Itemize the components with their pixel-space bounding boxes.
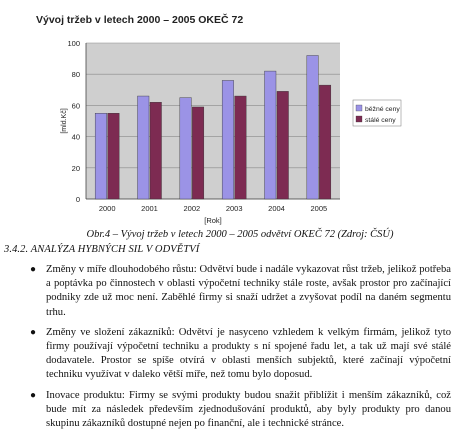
bar-bezne-ceny xyxy=(180,98,192,199)
bar-bezne-ceny xyxy=(222,80,234,199)
y-tick-label: 0 xyxy=(75,195,80,204)
y-tick-label: 40 xyxy=(71,132,80,142)
list-item-text: Změny ve složení zákazníků: Odvětví je nasyceno vzhledem k velkým firmám, jelikož tyto firmy používají výpočetní techniku a produkty s ní spojené řadu let, a tak už mají své stálé dodavatele. Prostor se spíše otvírá v oblasti menších subjektů, které začínají výpočetní techniku využívat v daleko větší míře, než tomu bylo doposud. xyxy=(46,326,451,381)
figure-caption: Obr.4 – Vývoj tržeb v letech 2000 – 2005 odvětví OKEČ 72 (Zdroj: ČSÚ) xyxy=(86,229,394,240)
x-tick-label: 2005 xyxy=(310,204,328,213)
bar-stale-ceny xyxy=(277,91,289,199)
y-tick-label: 20 xyxy=(71,163,80,173)
bar-stale-ceny xyxy=(150,102,162,199)
bar-stale-ceny xyxy=(192,107,204,199)
list-item-text: Změny v míře dlouhodobého růstu: Odvětví bude i nadále vykazovat růst tržeb, jelikož potřeba a poptávka po činnostech v oblasti výpočetní techniky stále roste, avšak prostor pro začínající podniky zde už moc není. Zaběhlé firmy si snaží udržet a zvyšovat podíl na daném segmentu trhu. xyxy=(46,264,451,318)
x-tick-label: 2002 xyxy=(183,204,201,213)
y-tick-label: 80 xyxy=(71,70,80,80)
y-tick-label: 100 xyxy=(67,39,80,48)
list-item xyxy=(0,326,459,383)
legend-swatch xyxy=(356,116,362,122)
y-tick-label: 60 xyxy=(71,101,80,111)
list-item-text: Inovace produktu: Firmy se svými produkty budou snažit přiblížit i menším zákazníků, což bude mít za následek především zjednodušování produktů, aby byly produkty pro danou skupinu zákazníků dostupné nejen po finanční, ale i technické stránce. xyxy=(46,389,451,430)
bar-bezne-ceny xyxy=(307,55,319,199)
bullet-icon: ● xyxy=(30,264,37,275)
legend-label: stálé ceny xyxy=(365,117,396,124)
bullet-icon: ● xyxy=(30,389,37,401)
bullet-list xyxy=(0,263,459,437)
chart-title: Vývoj tržeb v letech 2000 – 2005 OKEČ 72 xyxy=(36,14,244,26)
bar-stale-ceny xyxy=(319,85,331,199)
bar-stale-ceny xyxy=(108,113,120,199)
legend-label: běžné ceny xyxy=(365,106,400,113)
bar-stale-ceny xyxy=(235,96,247,199)
bullet-icon: ● xyxy=(30,326,37,338)
x-tick-label: 2001 xyxy=(141,204,158,213)
plot-area xyxy=(86,43,340,199)
bar-bezne-ceny xyxy=(95,113,107,199)
bar-bezne-ceny xyxy=(138,96,150,199)
x-tick-label: 2000 xyxy=(98,204,116,213)
list-item xyxy=(0,389,459,432)
x-axis-label: [Rok] xyxy=(204,216,222,225)
section-heading: 3.4.2. ANALÝZA HYBNÝCH SIL V ODVĚTVÍ xyxy=(4,244,200,255)
bar-bezne-ceny xyxy=(265,71,277,199)
list-item xyxy=(0,263,459,320)
legend-swatch xyxy=(356,105,362,111)
y-axis-label: [mld.Kč] xyxy=(61,108,68,134)
x-tick-label: 2004 xyxy=(268,204,285,213)
x-tick-label: 2003 xyxy=(225,204,243,213)
